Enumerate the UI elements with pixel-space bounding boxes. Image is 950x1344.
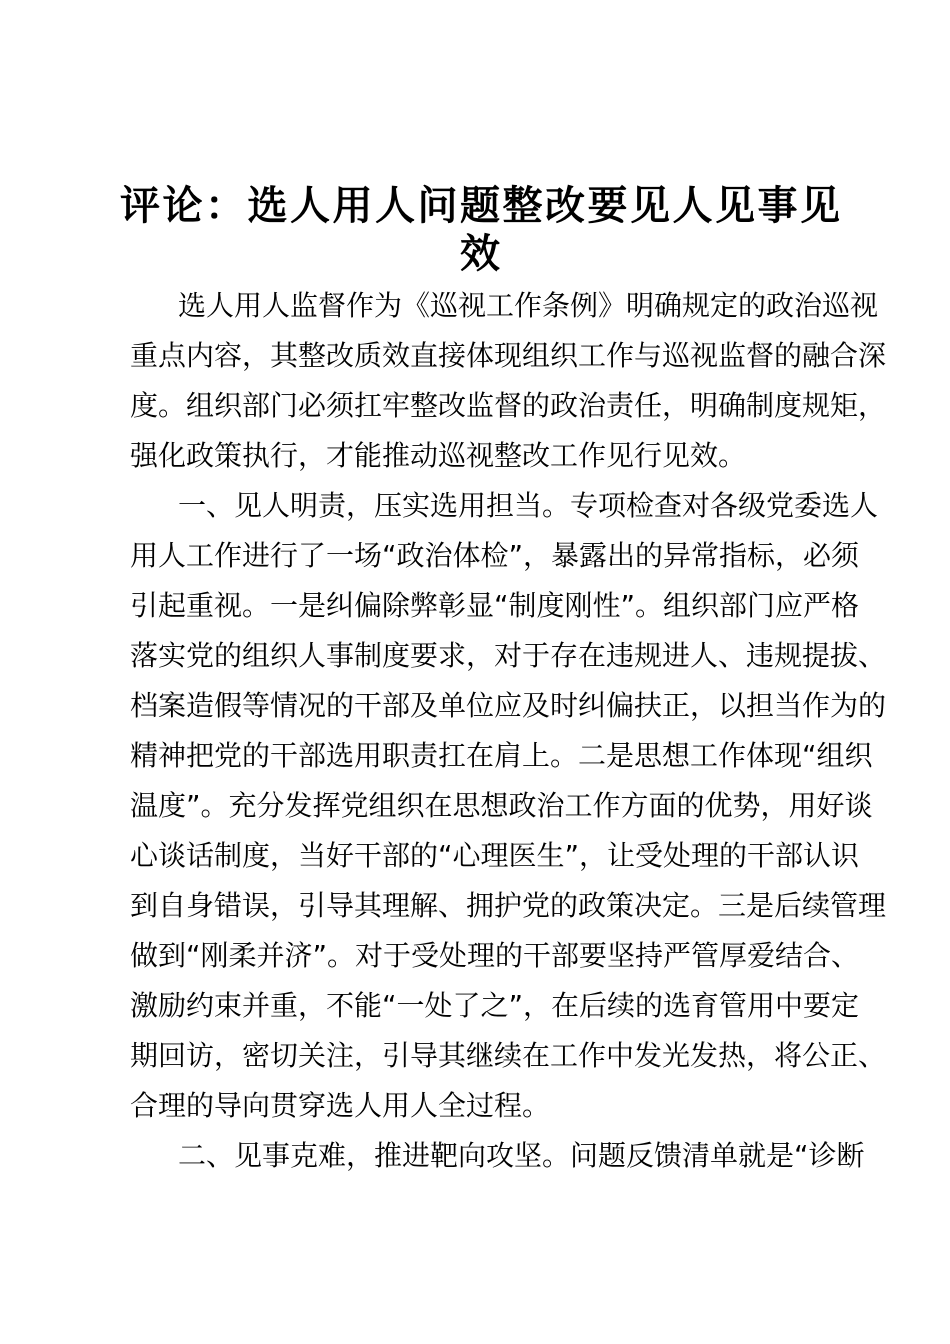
text-line: 做到“刚柔并济”。对于受处理的干部要坚持严管厚爱结合、	[130, 939, 860, 972]
text-line: 心谈话制度，当好干部的“心理医生”，让受处理的干部认识	[130, 839, 860, 872]
text-line: 引起重视。一是纠偏除弊彰显“制度刚性”。组织部门应严格	[130, 589, 860, 622]
text-line: 重点内容，其整改质效直接体现组织工作与巡视监督的融合深	[130, 339, 887, 372]
paragraph-intro	[130, 281, 887, 481]
text-line: 档案造假等情况的干部及单位应及时纠偏扶正，以担当作为的	[130, 689, 887, 722]
text-line: 落实党的组织人事制度要求，对于存在违规进人、违规提拔、	[130, 639, 887, 672]
document-title	[120, 182, 840, 278]
text-line: 一、见人明责，压实选用担当。专项检查对各级党委选人	[178, 489, 879, 522]
document-body	[130, 281, 887, 1181]
paragraph-section-1	[130, 481, 887, 1131]
text-line: 选人用人监督作为《巡视工作条例》明确规定的政治巡视	[178, 289, 879, 322]
text-line: 温度”。充分发挥党组织在思想政治工作方面的优势，用好谈	[130, 789, 873, 822]
title-line: 评论：选人用人问题整改要见人见事见	[120, 183, 840, 229]
text-line: 强化政策执行，才能推动巡视整改工作见行见效。	[130, 439, 747, 472]
text-line: 期回访，密切关注，引导其继续在工作中发光发热，将公正、	[130, 1039, 887, 1072]
text-line: 合理的导向贯穿选人用人全过程。	[130, 1089, 551, 1122]
text-line: 精神把党的干部选用职责扛在肩上。二是思想工作体现“组织	[130, 739, 873, 772]
paragraph-section-2	[130, 1131, 865, 1181]
text-line: 度。组织部门必须扛牢整改监督的政治责任，明确制度规矩，	[130, 389, 887, 422]
text-line: 激励约束并重，不能“一处了之”，在后续的选育管用中要定	[130, 989, 860, 1022]
text-line: 二、见事克难，推进靶向攻坚。问题反馈清单就是“诊断	[178, 1139, 865, 1172]
text-line: 用人工作进行了一场“政治体检”，暴露出的异常指标，必须	[130, 539, 860, 572]
text-line: 到自身错误，引导其理解、拥护党的政策决定。三是后续管理	[130, 889, 887, 922]
title-line: 效	[460, 231, 500, 277]
